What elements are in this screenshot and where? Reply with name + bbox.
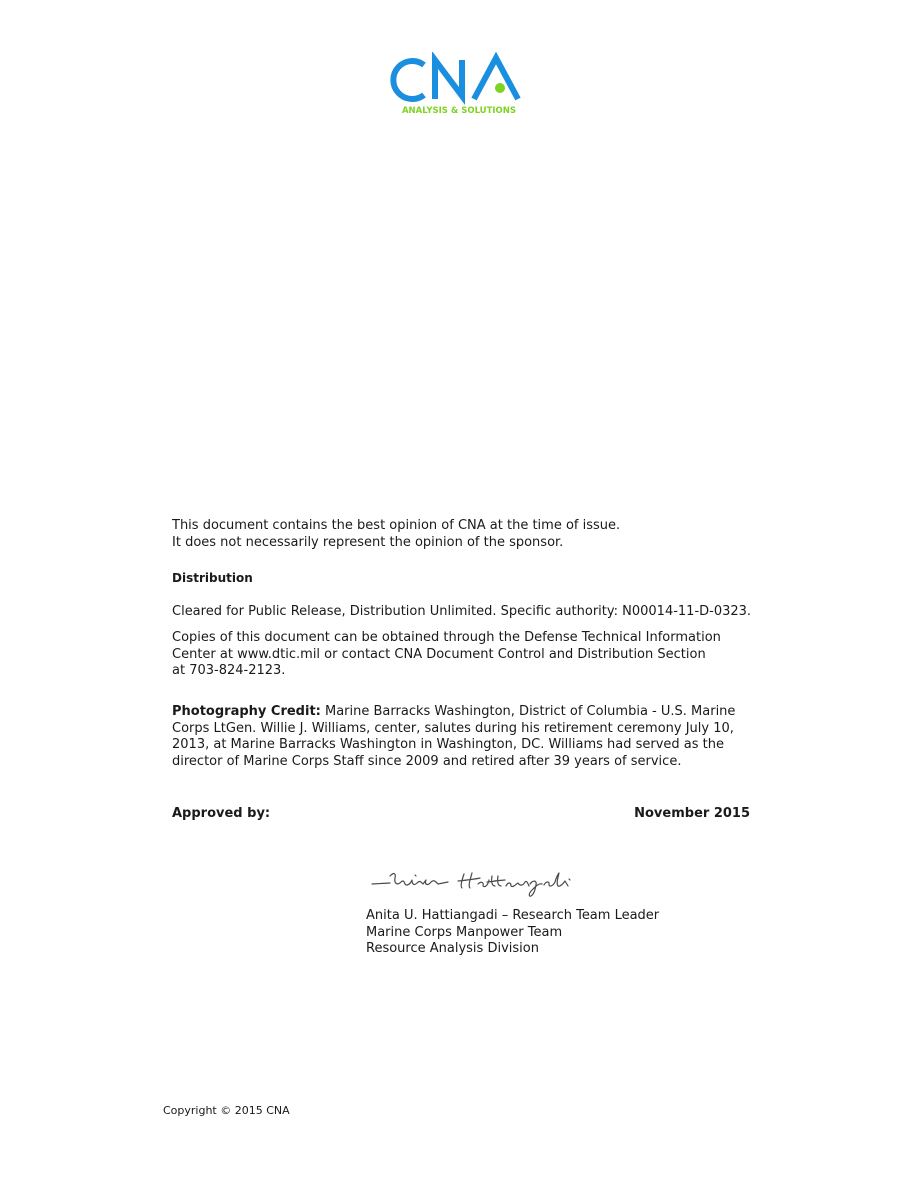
photo-credit-line: Corps LtGen. Willie J. Williams, center, salutes during his retirement ceremony July 10, xyxy=(172,720,734,736)
disclaimer-line: This document contains the best opinion of CNA at the time of issue. xyxy=(172,518,621,533)
signer-division: Resource Analysis Division xyxy=(366,941,539,957)
copies-line: at 703-824-2123. xyxy=(172,663,286,678)
distribution-heading: Distribution xyxy=(172,571,253,585)
signer-block xyxy=(366,908,659,958)
copyright-notice: Copyright © 2015 CNA xyxy=(163,1104,290,1117)
photo-credit-line: director of Marine Corps Staff since 2009 and retired after 39 years of service. xyxy=(172,753,682,769)
signature xyxy=(368,864,593,900)
photo-credit-line xyxy=(172,704,762,721)
distribution-cleared: Cleared for Public Release, Distribution Unlimited. Specific authority: N00014-11-D-0323. xyxy=(172,604,752,619)
photo-credit-line: 2013, at Marine Barracks Washington in Washington, DC. Williams had served as the xyxy=(172,737,725,752)
distribution-copies xyxy=(172,630,762,680)
logo-tagline: ANALYSIS & SOLUTIONS xyxy=(401,106,517,116)
disclaimer-line: It does not necessarily represent the opinion of the sponsor. xyxy=(172,534,564,550)
disclaimer xyxy=(172,518,762,551)
photo-credit-label: Photography Credit: xyxy=(172,704,321,719)
photo-credit xyxy=(172,704,762,770)
copies-line: Center at www.dtic.mil or contact CNA Document Control and Distribution Section xyxy=(172,646,706,662)
photo-credit-text: Marine Barracks Washington, District of Columbia - U.S. Marine xyxy=(320,704,736,719)
approved-by-label: Approved by: xyxy=(172,806,271,821)
cna-logo xyxy=(390,52,526,118)
signature-graphic xyxy=(368,864,593,900)
signer-name: Anita U. Hattiangadi – Research Team Leader xyxy=(366,908,660,923)
signer-team: Marine Corps Manpower Team xyxy=(366,924,563,940)
copies-line: Copies of this document can be obtained through the Defense Technical Information xyxy=(172,630,721,645)
publication-date: November 2015 xyxy=(634,806,750,821)
cna-logo-mark xyxy=(390,52,526,118)
